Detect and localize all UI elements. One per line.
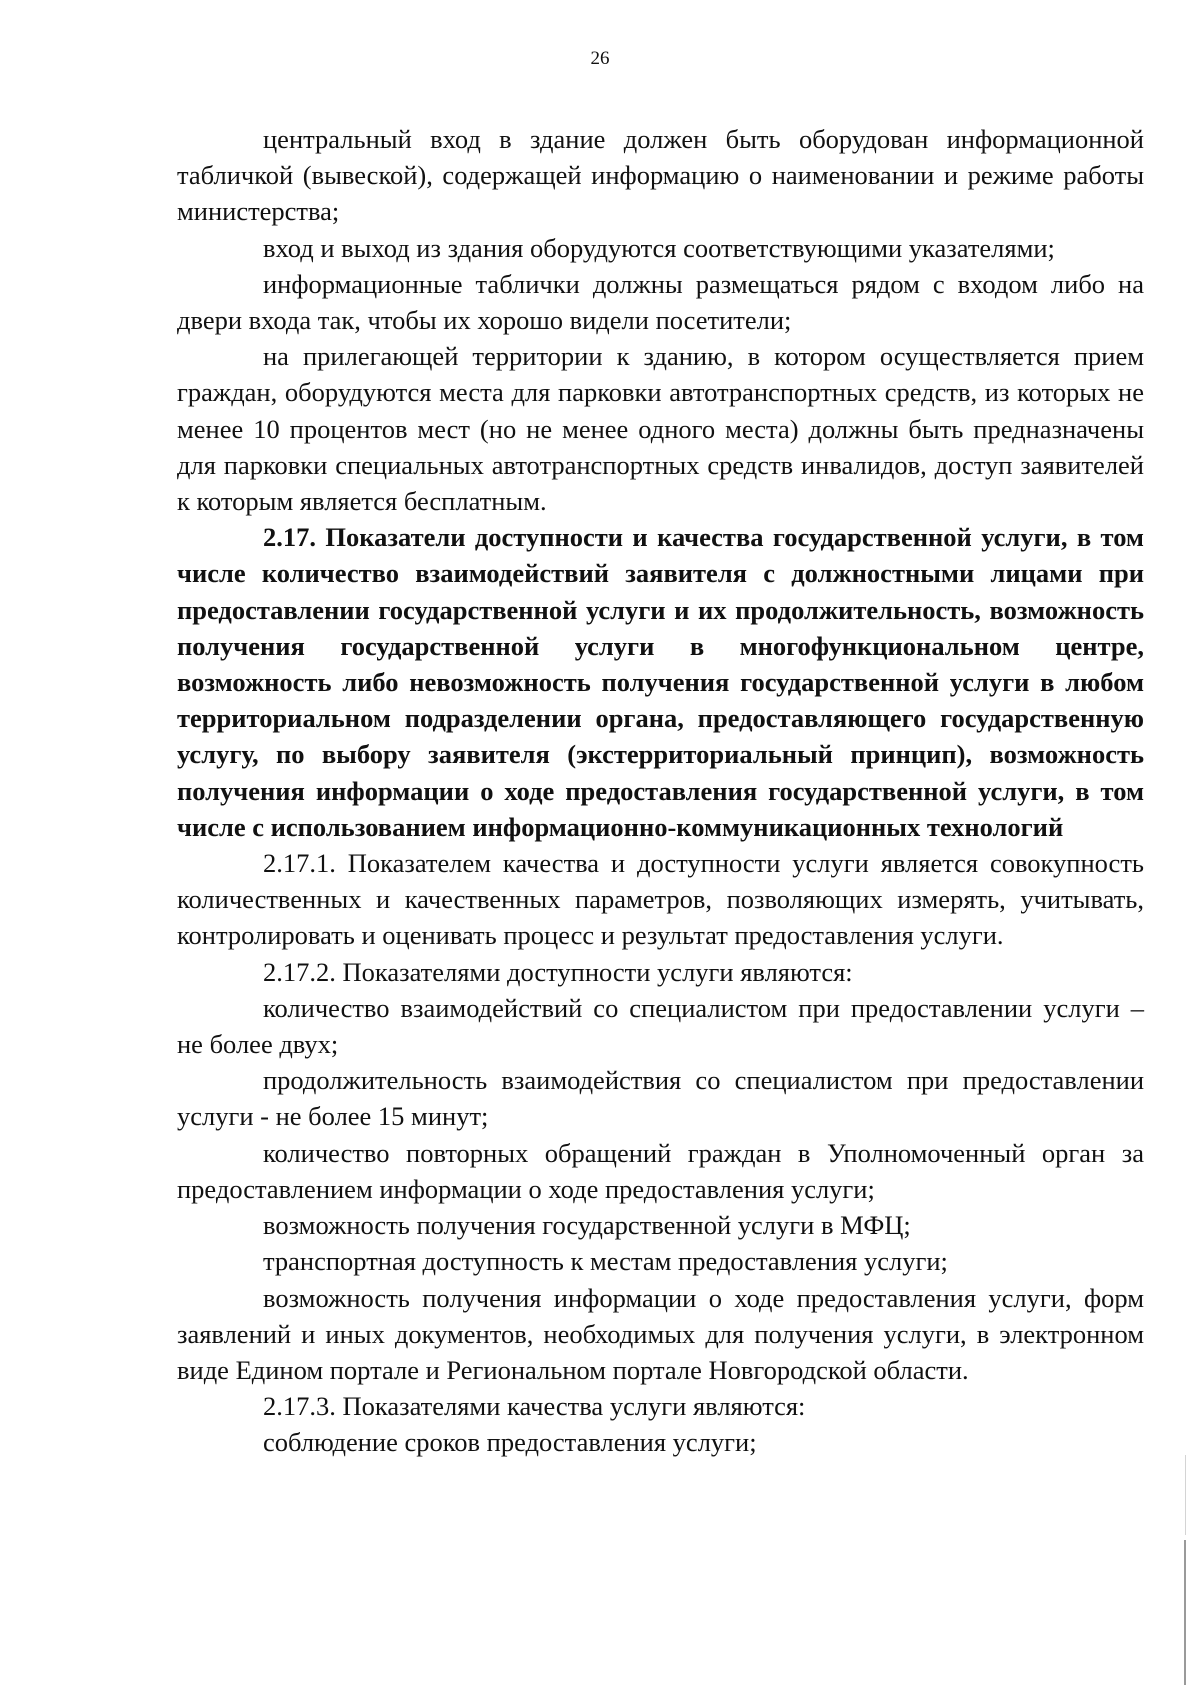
- paragraph-transport: транспортная доступность к местам предоставления услуги;: [263, 1246, 948, 1277]
- document-body: [177, 121, 1144, 1461]
- paragraph-info-plates: информационные таблички должны размещаться рядом с входом либо на двери входа так, чтобы их хорошо видели посетители;: [177, 268, 1144, 336]
- page-number: 26: [590, 48, 610, 69]
- paragraph-interactions-count: количество взаимодействий со специалистом при предоставлении услуги – не более двух;: [177, 992, 1144, 1060]
- paragraph-repeat-requests: количество повторных обращений граждан в Уполномоченный орган за предоставлением информации о ходе предоставления услуги;: [177, 1137, 1144, 1204]
- paragraph-entrance-exit-signs: вход и выход из здания оборудуются соответствующими указателями;: [263, 232, 1055, 263]
- section-heading-2-17: 2.17. Показатели доступности и качества государственной услуги, в том числе количество взаимодействий заявителя с должностными лицами при предоставлении государственной услуги и их продолжительность, возможность получения государственной услуги в многофункциональном центре, возможность либо невозможность получения государственной услуги в любом территориальном подразделении органа, предоставляющего государственную услугу, по выбору заявителя (экстерриториальный принцип), возможность получения информации о ходе предоставления государственной услуги, в том числе с использованием информационно-коммуникационных технологий: [177, 522, 1144, 842]
- scan-edge-line-light: [1185, 1455, 1186, 1535]
- paragraph-deadlines: соблюдение сроков предоставления услуги;: [263, 1427, 757, 1458]
- paragraph-2-17-1: 2.17.1. Показателем качества и доступности услуги является совокупность количественных и качественных параметров, позволяющих измерять, учитывать, контролировать и оценивать процесс и результат предоставления услуги.: [177, 848, 1144, 951]
- paragraph-2-17-2: 2.17.2. Показателями доступности услуги являются:: [263, 956, 853, 987]
- paragraph-electronic-info: возможность получения информации о ходе предоставления услуги, форм заявлений и иных документов, необходимых для получения услуги, в электронном виде Едином портале и Региональном портале Новгородской области.: [177, 1282, 1144, 1385]
- paragraph-mfc: возможность получения государственной услуги в МФЦ;: [263, 1210, 911, 1241]
- paragraph-parking: на прилегающей территории к зданию, в котором осуществляется прием граждан, оборудуются места для парковки автотранспортных средств, из которых не менее 10 процентов мест (но не менее одного места) должны быть предназначены для парковки специальных автотранспортных средств инвалидов, доступ заявителей к которым является бесплатным.: [177, 341, 1144, 517]
- paragraph-entrance-sign: центральный вход в здание должен быть оборудован информационной табличкой (вывеской), содержащей информацию о наименовании и режиме работы министерства;: [177, 124, 1144, 227]
- paragraph-interaction-duration: продолжительность взаимодействия со специалистом при предоставлении услуги - не более 15 минут;: [177, 1065, 1144, 1132]
- paragraph-2-17-3: 2.17.3. Показателями качества услуги являются:: [263, 1391, 806, 1422]
- scan-edge-line: [1184, 1540, 1186, 1685]
